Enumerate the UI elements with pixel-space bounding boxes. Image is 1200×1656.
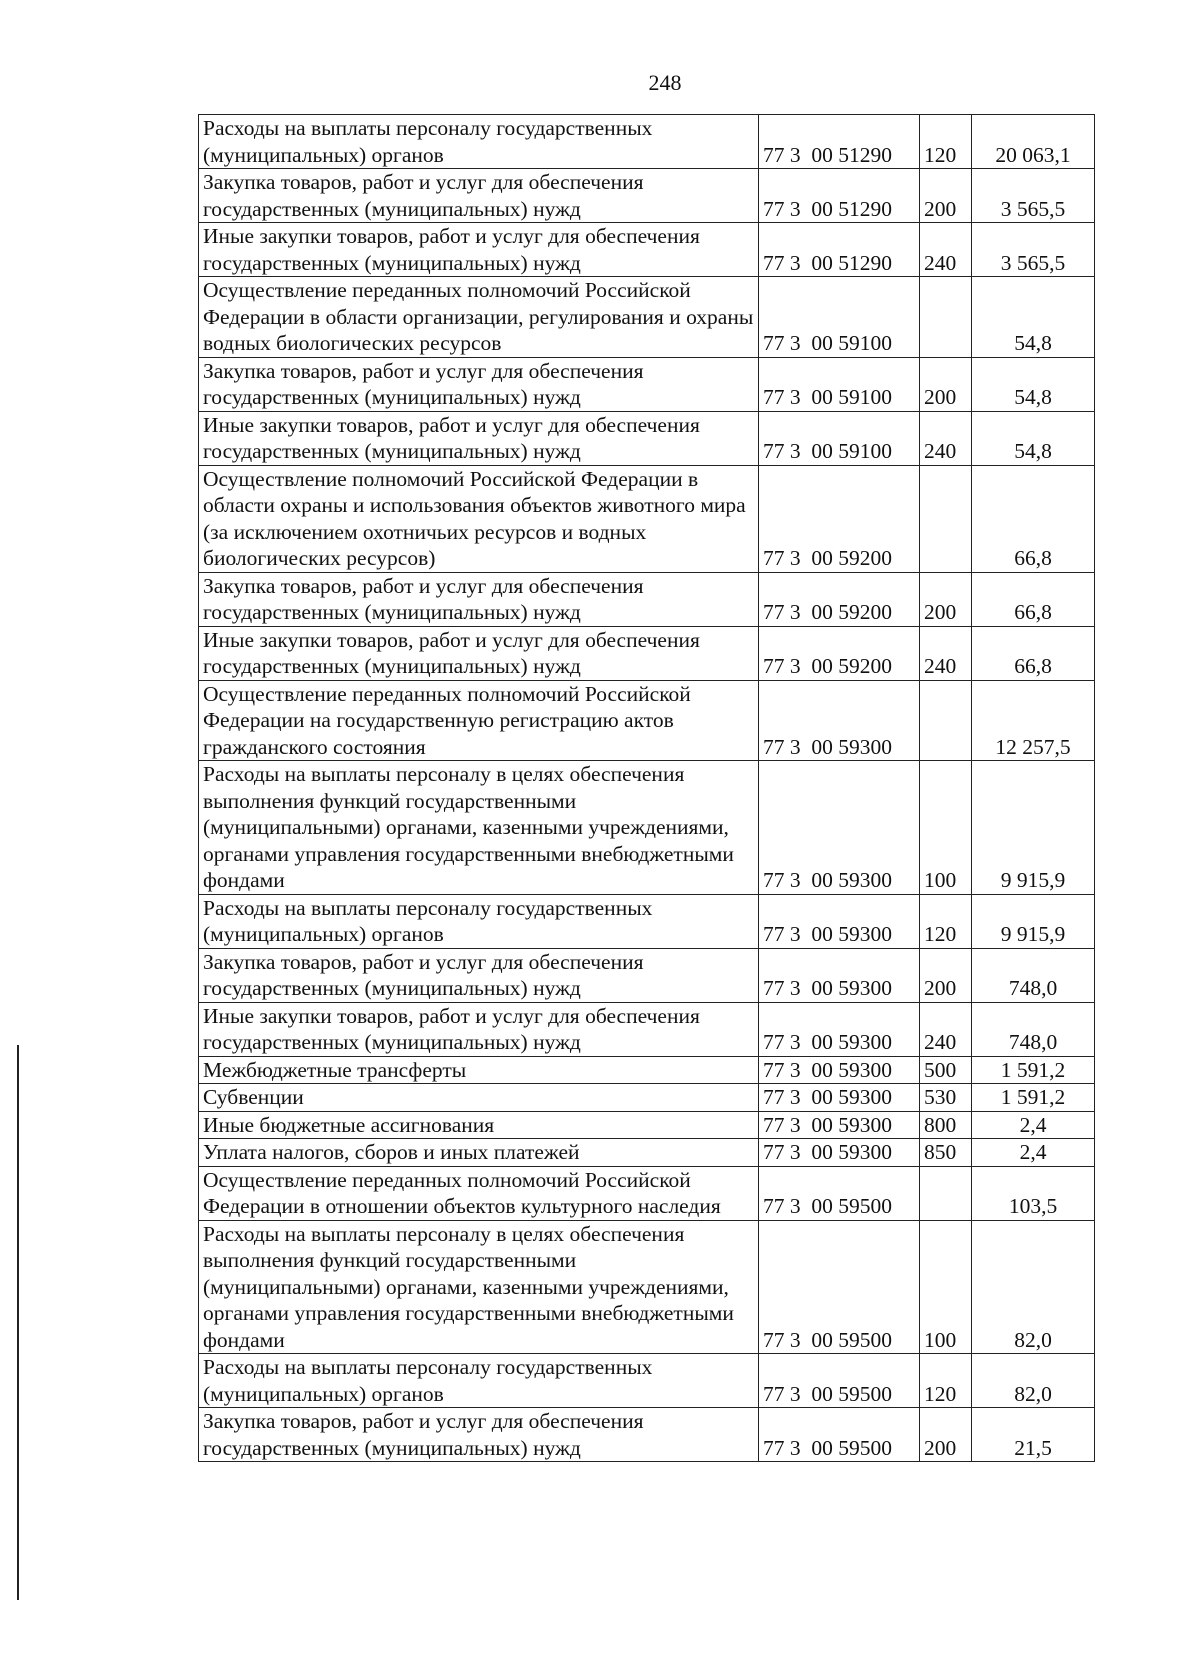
row-sum-cell: 21,5 <box>972 1408 1095 1462</box>
row-expense-type-cell: 200 <box>920 572 972 626</box>
row-expense-type-cell <box>920 680 972 761</box>
row-expense-type-cell: 100 <box>920 761 972 895</box>
row-name-cell: Уплата налогов, сборов и иных платежей <box>199 1139 759 1167</box>
table-row <box>199 1002 1095 1056</box>
row-name-cell: Расходы на выплаты персоналу в целях обеспечения выполнения функций государственными (муниципальными) органами, казенными учреждениями, органами управления государственными внебюджетными фондами <box>199 1220 759 1354</box>
row-expense-type-cell: 240 <box>920 411 972 465</box>
row-expense-type-cell: 120 <box>920 894 972 948</box>
table-row <box>199 1139 1095 1167</box>
margin-line <box>17 1045 19 1600</box>
row-code-cell: 77 3 00 59300 <box>759 1084 920 1112</box>
row-name-cell: Расходы на выплаты персоналу государственных (муниципальных) органов <box>199 1354 759 1408</box>
row-sum-cell: 2,4 <box>972 1111 1095 1139</box>
table-row <box>199 115 1095 169</box>
page-number: 248 <box>648 70 682 95</box>
row-sum-cell: 1 591,2 <box>972 1084 1095 1112</box>
row-code-cell: 77 3 00 59300 <box>759 1002 920 1056</box>
row-name-cell: Межбюджетные трансферты <box>199 1056 759 1084</box>
table-row <box>199 1354 1095 1408</box>
row-expense-type-cell: 200 <box>920 948 972 1002</box>
row-code-cell: 77 3 00 59300 <box>759 680 920 761</box>
row-expense-type-cell: 800 <box>920 1111 972 1139</box>
table-row <box>199 1111 1095 1139</box>
table-row <box>199 357 1095 411</box>
row-sum-cell: 66,8 <box>972 465 1095 572</box>
row-expense-type-cell <box>920 1166 972 1220</box>
row-code-cell: 77 3 00 59500 <box>759 1354 920 1408</box>
row-code-cell: 77 3 00 59100 <box>759 357 920 411</box>
row-name-cell: Закупка товаров, работ и услуг для обеспечения государственных (муниципальных) нужд <box>199 948 759 1002</box>
row-sum-cell: 66,8 <box>972 572 1095 626</box>
row-sum-cell: 82,0 <box>972 1220 1095 1354</box>
row-expense-type-cell: 240 <box>920 1002 972 1056</box>
row-expense-type-cell: 850 <box>920 1139 972 1167</box>
table-row <box>199 1084 1095 1112</box>
row-code-cell: 77 3 00 59500 <box>759 1408 920 1462</box>
row-name-cell: Расходы на выплаты персоналу в целях обеспечения выполнения функций государственными (муниципальными) органами, казенными учреждениями, органами управления государственными внебюджетными фондами <box>199 761 759 895</box>
row-name-cell: Иные закупки товаров, работ и услуг для обеспечения государственных (муниципальных) нужд <box>199 411 759 465</box>
row-code-cell: 77 3 00 59100 <box>759 277 920 358</box>
table-row <box>199 626 1095 680</box>
row-code-cell: 77 3 00 51290 <box>759 169 920 223</box>
row-code-cell: 77 3 00 59200 <box>759 572 920 626</box>
row-sum-cell: 9 915,9 <box>972 894 1095 948</box>
table-row <box>199 894 1095 948</box>
row-expense-type-cell: 500 <box>920 1056 972 1084</box>
table-row <box>199 572 1095 626</box>
table-row <box>199 411 1095 465</box>
row-code-cell: 77 3 00 59200 <box>759 465 920 572</box>
row-sum-cell: 54,8 <box>972 411 1095 465</box>
row-code-cell: 77 3 00 51290 <box>759 115 920 169</box>
row-sum-cell: 54,8 <box>972 357 1095 411</box>
row-name-cell: Осуществление переданных полномочий Российской Федерации в области организации, регулирования и охраны водных биологических ресурсов <box>199 277 759 358</box>
row-sum-cell: 2,4 <box>972 1139 1095 1167</box>
row-sum-cell: 748,0 <box>972 1002 1095 1056</box>
row-name-cell: Субвенции <box>199 1084 759 1112</box>
row-sum-cell: 9 915,9 <box>972 761 1095 895</box>
row-code-cell: 77 3 00 51290 <box>759 223 920 277</box>
row-expense-type-cell: 240 <box>920 626 972 680</box>
row-name-cell: Осуществление переданных полномочий Российской Федерации на государственную регистрацию актов гражданского состояния <box>199 680 759 761</box>
row-expense-type-cell <box>920 465 972 572</box>
row-code-cell: 77 3 00 59300 <box>759 1111 920 1139</box>
row-name-cell: Осуществление переданных полномочий Российской Федерации в отношении объектов культурного наследия <box>199 1166 759 1220</box>
row-code-cell: 77 3 00 59500 <box>759 1166 920 1220</box>
row-name-cell: Осуществление полномочий Российской Федерации в области охраны и использования объектов животного мира (за исключением охотничьих ресурсов и водных биологических ресурсов) <box>199 465 759 572</box>
table-row <box>199 223 1095 277</box>
row-name-cell: Расходы на выплаты персоналу государственных (муниципальных) органов <box>199 115 759 169</box>
row-sum-cell: 82,0 <box>972 1354 1095 1408</box>
row-expense-type-cell: 100 <box>920 1220 972 1354</box>
row-code-cell: 77 3 00 59500 <box>759 1220 920 1354</box>
row-expense-type-cell: 200 <box>920 1408 972 1462</box>
row-sum-cell: 103,5 <box>972 1166 1095 1220</box>
row-code-cell: 77 3 00 59300 <box>759 948 920 1002</box>
row-sum-cell: 66,8 <box>972 626 1095 680</box>
table-row <box>199 1166 1095 1220</box>
row-sum-cell: 748,0 <box>972 948 1095 1002</box>
table-row <box>199 1220 1095 1354</box>
table-row <box>199 948 1095 1002</box>
table-row <box>199 465 1095 572</box>
row-sum-cell: 1 591,2 <box>972 1056 1095 1084</box>
row-expense-type-cell: 200 <box>920 357 972 411</box>
row-expense-type-cell: 240 <box>920 223 972 277</box>
row-name-cell: Иные закупки товаров, работ и услуг для обеспечения государственных (муниципальных) нужд <box>199 1002 759 1056</box>
row-expense-type-cell <box>920 277 972 358</box>
row-expense-type-cell: 120 <box>920 1354 972 1408</box>
row-name-cell: Закупка товаров, работ и услуг для обеспечения государственных (муниципальных) нужд <box>199 572 759 626</box>
table-row <box>199 169 1095 223</box>
row-name-cell: Иные закупки товаров, работ и услуг для обеспечения государственных (муниципальных) нужд <box>199 626 759 680</box>
row-name-cell: Расходы на выплаты персоналу государственных (муниципальных) органов <box>199 894 759 948</box>
row-expense-type-cell: 530 <box>920 1084 972 1112</box>
table-row <box>199 1056 1095 1084</box>
row-sum-cell: 54,8 <box>972 277 1095 358</box>
row-code-cell: 77 3 00 59300 <box>759 1056 920 1084</box>
row-code-cell: 77 3 00 59300 <box>759 1139 920 1167</box>
row-sum-cell: 20 063,1 <box>972 115 1095 169</box>
row-code-cell: 77 3 00 59300 <box>759 761 920 895</box>
row-sum-cell: 12 257,5 <box>972 680 1095 761</box>
row-code-cell: 77 3 00 59100 <box>759 411 920 465</box>
budget-table <box>198 114 1095 1462</box>
row-code-cell: 77 3 00 59300 <box>759 894 920 948</box>
table-row <box>199 277 1095 358</box>
row-name-cell: Иные бюджетные ассигнования <box>199 1111 759 1139</box>
budget-table-body <box>199 115 1095 1462</box>
row-name-cell: Иные закупки товаров, работ и услуг для обеспечения государственных (муниципальных) нужд <box>199 223 759 277</box>
row-sum-cell: 3 565,5 <box>972 223 1095 277</box>
row-expense-type-cell: 120 <box>920 115 972 169</box>
row-name-cell: Закупка товаров, работ и услуг для обеспечения государственных (муниципальных) нужд <box>199 169 759 223</box>
row-code-cell: 77 3 00 59200 <box>759 626 920 680</box>
table-row <box>199 1408 1095 1462</box>
row-expense-type-cell: 200 <box>920 169 972 223</box>
row-sum-cell: 3 565,5 <box>972 169 1095 223</box>
row-name-cell: Закупка товаров, работ и услуг для обеспечения государственных (муниципальных) нужд <box>199 1408 759 1462</box>
table-row <box>199 761 1095 895</box>
row-name-cell: Закупка товаров, работ и услуг для обеспечения государственных (муниципальных) нужд <box>199 357 759 411</box>
table-row <box>199 680 1095 761</box>
